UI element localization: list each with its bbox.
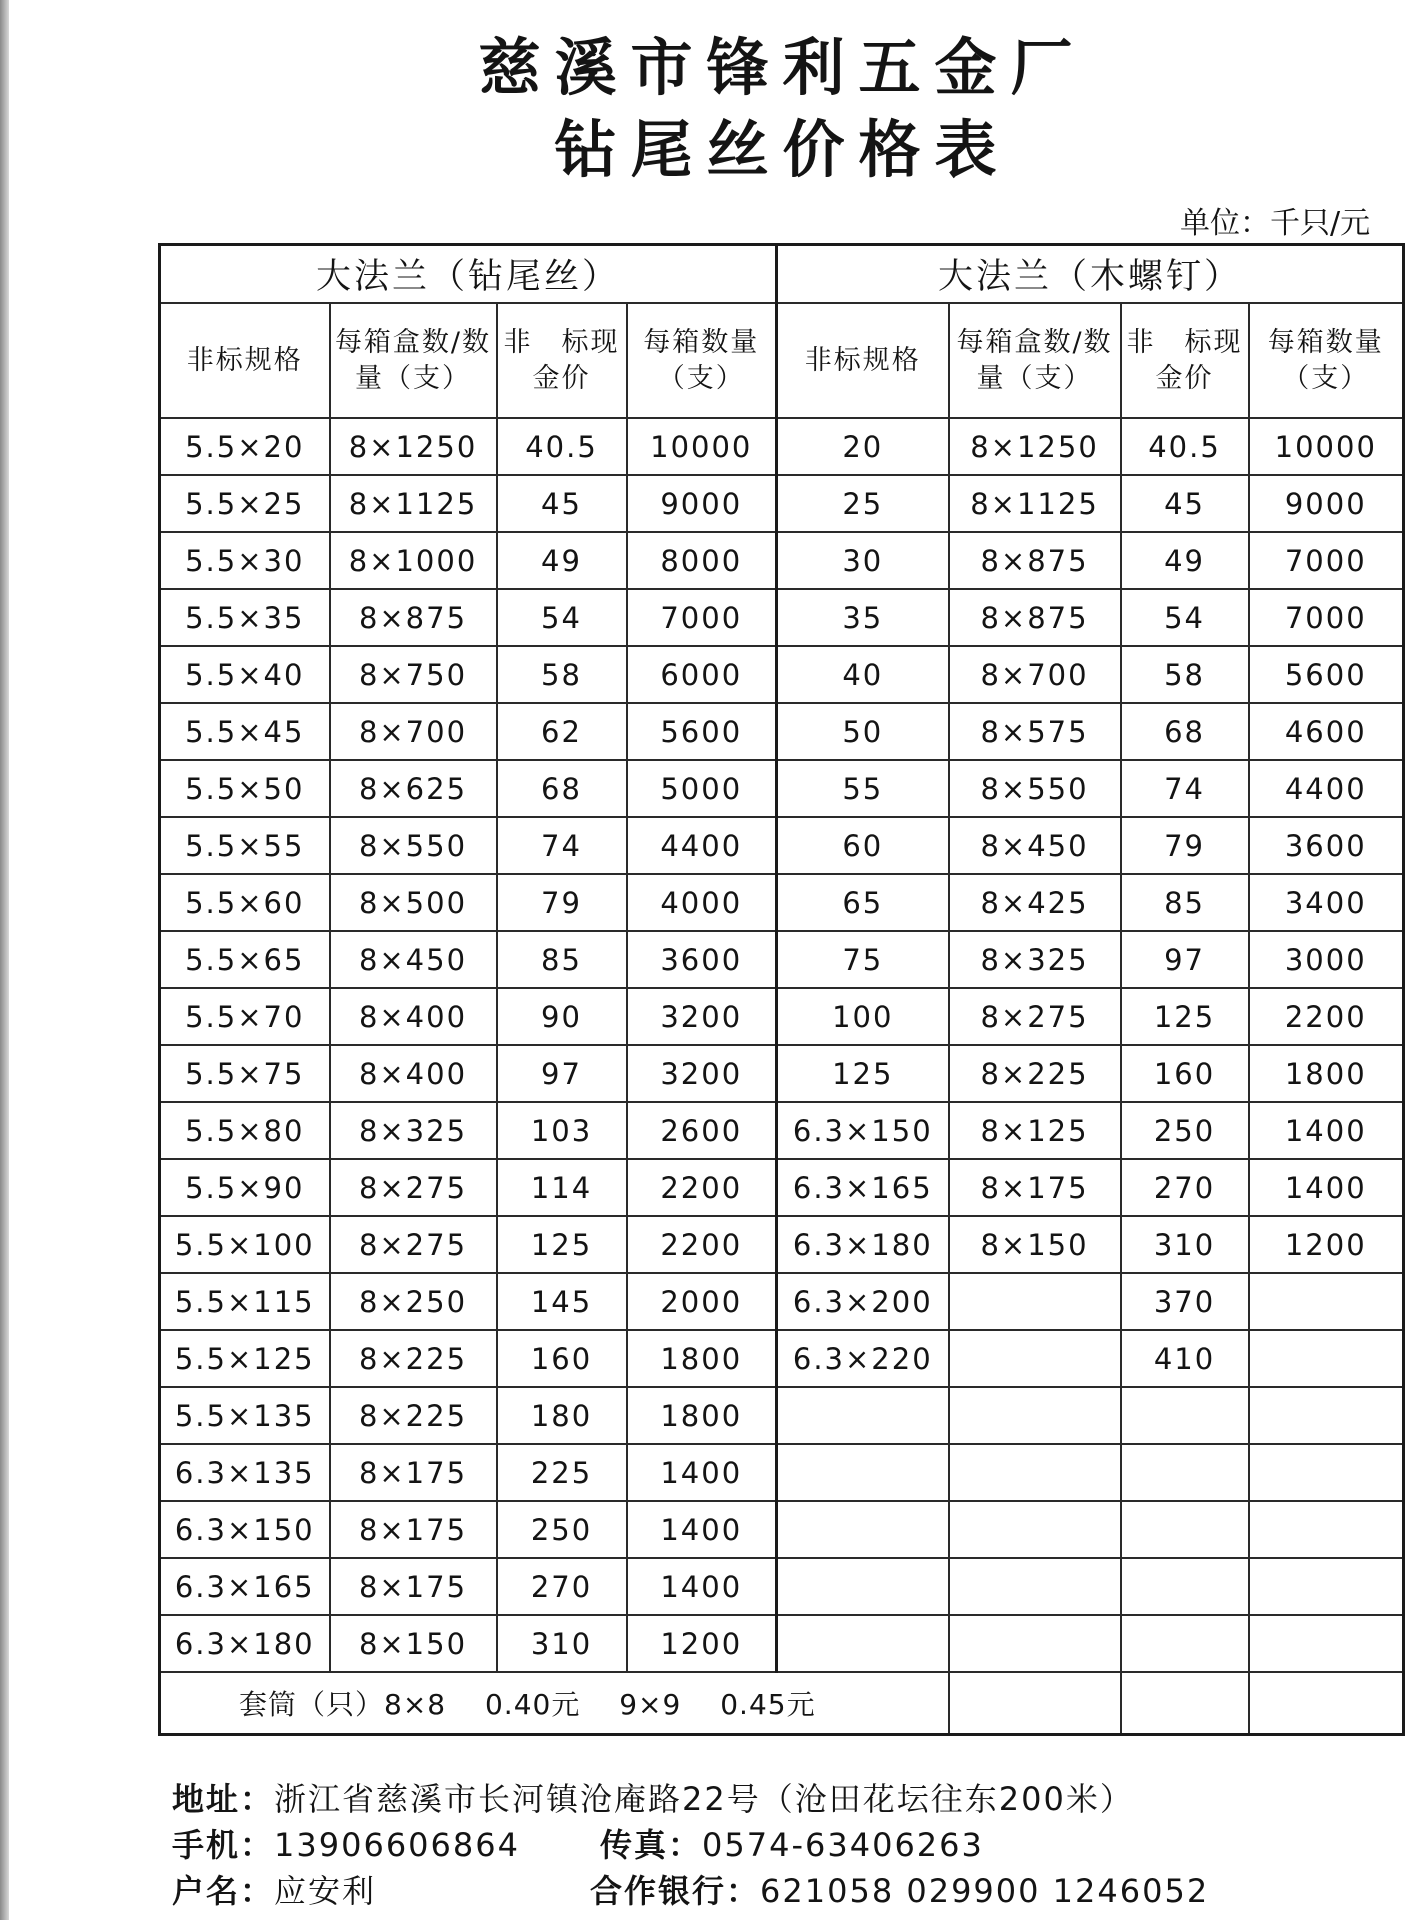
table-cell: 5600: [627, 703, 777, 760]
table-cell: 103: [497, 1102, 627, 1159]
bank-label: 合作银行：: [590, 1872, 761, 1910]
table-row: [160, 1330, 1404, 1387]
table-cell: [1121, 1444, 1249, 1501]
table-cell: [949, 1615, 1121, 1672]
table-cell: 8×325: [949, 931, 1121, 988]
table-cell: 160: [497, 1330, 627, 1387]
table-row: [160, 1558, 1404, 1615]
table-cell: 60: [777, 817, 949, 874]
table-cell: [1121, 1615, 1249, 1672]
table-cell: 79: [1121, 817, 1249, 874]
table-cell: 68: [497, 760, 627, 817]
table-cell: 9000: [1249, 475, 1404, 532]
table-cell: 10000: [627, 418, 777, 475]
table-cell: 85: [1121, 874, 1249, 931]
table-cell: 5.5×90: [160, 1159, 330, 1216]
table-row: [160, 1387, 1404, 1444]
table-cell: 8×1000: [330, 532, 497, 589]
table-cell: 8×575: [949, 703, 1121, 760]
col-header-spec: 非标规格: [777, 303, 949, 418]
table-cell: 45: [1121, 475, 1249, 532]
table-cell: 125: [1121, 988, 1249, 1045]
table-cell: 68: [1121, 703, 1249, 760]
table-cell: 8×875: [949, 589, 1121, 646]
table-cell: 1400: [1249, 1102, 1404, 1159]
table-cell: 3200: [627, 988, 777, 1045]
table-cell: 8×150: [949, 1216, 1121, 1273]
table-row: [160, 1444, 1404, 1501]
table-cell: [949, 1501, 1121, 1558]
table-cell: [777, 1444, 949, 1501]
table-cell: 3600: [627, 931, 777, 988]
table-cell: 8×875: [949, 532, 1121, 589]
table-cell: [777, 1501, 949, 1558]
account-line: [172, 1866, 376, 1912]
table-row: [160, 703, 1404, 760]
fax-label: 传真：: [600, 1826, 703, 1864]
table-cell: 2000: [627, 1273, 777, 1330]
table-cell: 8×1250: [330, 418, 497, 475]
table-cell: 6.3×180: [160, 1615, 330, 1672]
table-cell: 75: [777, 931, 949, 988]
table-cell: 270: [1121, 1159, 1249, 1216]
price-table: [158, 243, 1405, 1736]
table-cell: 5.5×30: [160, 532, 330, 589]
table-cell: 8×275: [330, 1159, 497, 1216]
table-cell: 62: [497, 703, 627, 760]
table-cell: 180: [497, 1387, 627, 1444]
table-cell: 5.5×70: [160, 988, 330, 1045]
table-cell: 50: [777, 703, 949, 760]
table-cell: [949, 1558, 1121, 1615]
table-cell: 97: [1121, 931, 1249, 988]
table-cell: 8×750: [330, 646, 497, 703]
table-cell: 8×400: [330, 1045, 497, 1102]
col-header-cash-price: 非 标现金价: [497, 303, 627, 418]
table-cell: 40.5: [1121, 418, 1249, 475]
table-cell: 8×700: [949, 646, 1121, 703]
table-cell: 8×225: [949, 1045, 1121, 1102]
table-cell: [1249, 1387, 1404, 1444]
table-cell: [1121, 1558, 1249, 1615]
table-cell: 54: [497, 589, 627, 646]
table-cell: 40: [777, 646, 949, 703]
table-cell: 1400: [627, 1558, 777, 1615]
table-cell: 6.3×150: [160, 1501, 330, 1558]
table-cell: 6.3×135: [160, 1444, 330, 1501]
table-cell: [1249, 1558, 1404, 1615]
table-cell: 2600: [627, 1102, 777, 1159]
table-cell: [949, 1273, 1121, 1330]
table-cell: 3400: [1249, 874, 1404, 931]
table-cell: 1800: [627, 1330, 777, 1387]
table-cell: 8×225: [330, 1330, 497, 1387]
table-cell: 2200: [627, 1216, 777, 1273]
table-cell: 100: [777, 988, 949, 1045]
document-title: 钻尾丝价格表: [554, 113, 1011, 186]
table-cell: 410: [1121, 1330, 1249, 1387]
table-cell: [1249, 1330, 1404, 1387]
table-cell: 310: [1121, 1216, 1249, 1273]
table-row: [160, 589, 1404, 646]
table-cell: 5.5×115: [160, 1273, 330, 1330]
table-cell: 9000: [627, 475, 777, 532]
table-row: [160, 1216, 1404, 1273]
scan-left-edge: [0, 0, 9, 1920]
table-cell: 8×325: [330, 1102, 497, 1159]
table-cell: 40.5: [497, 418, 627, 475]
table-cell: 270: [497, 1558, 627, 1615]
socket-price-note: 套筒（只）8×8 0.40元 9×9 0.45元: [160, 1672, 949, 1735]
table-cell: 58: [497, 646, 627, 703]
table-cell: [949, 1330, 1121, 1387]
table-cell: 8×400: [330, 988, 497, 1045]
address-label: 地址：: [172, 1780, 275, 1818]
table-cell: 8×125: [949, 1102, 1121, 1159]
table-cell: [1249, 1273, 1404, 1330]
table-cell: 5.5×75: [160, 1045, 330, 1102]
table-cell: 5.5×40: [160, 646, 330, 703]
table-cell: 2200: [1249, 988, 1404, 1045]
col-header-spec: 非标规格: [160, 303, 330, 418]
table-cell: 8×550: [330, 817, 497, 874]
table-cell: [1121, 1387, 1249, 1444]
group-header-drill-screw: 大法兰（钻尾丝）: [160, 245, 777, 304]
table-cell: 225: [497, 1444, 627, 1501]
table-cell: 8×275: [949, 988, 1121, 1045]
table-cell: [1121, 1672, 1249, 1735]
table-cell: 5.5×135: [160, 1387, 330, 1444]
table-row: [160, 931, 1404, 988]
table-cell: 54: [1121, 589, 1249, 646]
col-header-box-qty: 每箱盒数/数量（支）: [949, 303, 1121, 418]
table-cell: 5.5×20: [160, 418, 330, 475]
table-cell: 145: [497, 1273, 627, 1330]
table-cell: 4600: [1249, 703, 1404, 760]
address-line: [172, 1774, 1134, 1820]
table-row: [160, 1102, 1404, 1159]
table-cell: 4000: [627, 874, 777, 931]
table-cell: 8×175: [330, 1501, 497, 1558]
footer-row: [160, 1672, 1404, 1735]
table-cell: 8×250: [330, 1273, 497, 1330]
table-row: [160, 1045, 1404, 1102]
table-row: [160, 418, 1404, 475]
table-cell: 90: [497, 988, 627, 1045]
table-cell: 65: [777, 874, 949, 931]
table-cell: 7000: [1249, 532, 1404, 589]
table-row: [160, 475, 1404, 532]
company-title: 慈溪市锋利五金厂: [478, 31, 1087, 104]
account-value: 应安利: [274, 1872, 377, 1910]
table-cell: 10000: [1249, 418, 1404, 475]
table-cell: 5.5×35: [160, 589, 330, 646]
table-cell: 58: [1121, 646, 1249, 703]
mobile-value: 13906606864: [274, 1826, 520, 1864]
table-cell: 6000: [627, 646, 777, 703]
table-cell: 4400: [1249, 760, 1404, 817]
phone-line: [172, 1820, 520, 1866]
table-cell: [1121, 1501, 1249, 1558]
table-cell: 370: [1121, 1273, 1249, 1330]
table-row: [160, 988, 1404, 1045]
table-cell: 250: [497, 1501, 627, 1558]
table-cell: 160: [1121, 1045, 1249, 1102]
table-cell: 125: [777, 1045, 949, 1102]
table-cell: 1200: [1249, 1216, 1404, 1273]
table-cell: 5.5×80: [160, 1102, 330, 1159]
table-cell: 8×175: [330, 1558, 497, 1615]
unit-note: 单位：千只/元: [1180, 206, 1371, 241]
table-cell: 35: [777, 589, 949, 646]
col-header-case-qty: 每箱数量（支）: [627, 303, 777, 418]
table-cell: 74: [497, 817, 627, 874]
table-cell: 3200: [627, 1045, 777, 1102]
table-cell: 7000: [627, 589, 777, 646]
table-cell: 5.5×100: [160, 1216, 330, 1273]
table-cell: 5.5×45: [160, 703, 330, 760]
table-cell: 79: [497, 874, 627, 931]
table-cell: 8×1250: [949, 418, 1121, 475]
col-header-cash-price: 非 标现金价: [1121, 303, 1249, 418]
table-cell: [949, 1387, 1121, 1444]
table-cell: 6.3×150: [777, 1102, 949, 1159]
table-cell: 3000: [1249, 931, 1404, 988]
table-cell: [949, 1672, 1121, 1735]
table-cell: 114: [497, 1159, 627, 1216]
table-cell: 5600: [1249, 646, 1404, 703]
table-cell: 8×500: [330, 874, 497, 931]
table-row: [160, 1501, 1404, 1558]
table-cell: 6.3×165: [160, 1558, 330, 1615]
table-cell: 6.3×200: [777, 1273, 949, 1330]
table-cell: 5000: [627, 760, 777, 817]
table-cell: 5.5×55: [160, 817, 330, 874]
fax-value: 0574-63406263: [702, 1826, 984, 1864]
table-cell: 8×550: [949, 760, 1121, 817]
table-cell: 74: [1121, 760, 1249, 817]
table-cell: 1400: [1249, 1159, 1404, 1216]
table-cell: 8000: [627, 532, 777, 589]
table-cell: 55: [777, 760, 949, 817]
table-cell: [1249, 1444, 1404, 1501]
col-header-box-qty: 每箱盒数/数量（支）: [330, 303, 497, 418]
table-cell: [777, 1387, 949, 1444]
table-cell: 8×175: [949, 1159, 1121, 1216]
table-cell: 1400: [627, 1501, 777, 1558]
table-cell: 8×875: [330, 589, 497, 646]
table-cell: 1800: [1249, 1045, 1404, 1102]
group-header-wood-screw: 大法兰（木螺钉）: [777, 245, 1404, 304]
table-cell: 5.5×65: [160, 931, 330, 988]
table-cell: 25: [777, 475, 949, 532]
table-cell: 8×450: [330, 931, 497, 988]
col-header-case-qty: 每箱数量（支）: [1249, 303, 1404, 418]
table-cell: 49: [497, 532, 627, 589]
fax-line: [600, 1820, 984, 1866]
table-row: [160, 874, 1404, 931]
table-cell: 8×175: [330, 1444, 497, 1501]
table-cell: 5.5×125: [160, 1330, 330, 1387]
table-cell: 4400: [627, 817, 777, 874]
table-cell: 5.5×50: [160, 760, 330, 817]
table-cell: 6.3×165: [777, 1159, 949, 1216]
table-cell: 8×625: [330, 760, 497, 817]
table-cell: 6.3×180: [777, 1216, 949, 1273]
bank-value: 621058 029900 1246052: [760, 1872, 1210, 1910]
mobile-label: 手机：: [172, 1826, 275, 1864]
table-cell: 2200: [627, 1159, 777, 1216]
bank-line: [590, 1866, 1209, 1912]
table-cell: 8×425: [949, 874, 1121, 931]
table-cell: 45: [497, 475, 627, 532]
table-cell: 49: [1121, 532, 1249, 589]
table-cell: 3600: [1249, 817, 1404, 874]
account-label: 户名：: [172, 1872, 275, 1910]
table-cell: 30: [777, 532, 949, 589]
table-cell: 6.3×220: [777, 1330, 949, 1387]
table-row: [160, 646, 1404, 703]
table-cell: 97: [497, 1045, 627, 1102]
table-row: [160, 760, 1404, 817]
table-row: [160, 1159, 1404, 1216]
table-cell: 1200: [627, 1615, 777, 1672]
table-cell: [949, 1444, 1121, 1501]
table-row: [160, 532, 1404, 589]
table-cell: 8×150: [330, 1615, 497, 1672]
table-cell: [1249, 1615, 1404, 1672]
table-cell: 8×225: [330, 1387, 497, 1444]
table-cell: 1800: [627, 1387, 777, 1444]
table-cell: 8×275: [330, 1216, 497, 1273]
table-cell: 250: [1121, 1102, 1249, 1159]
table-cell: [777, 1558, 949, 1615]
table-cell: 5.5×25: [160, 475, 330, 532]
address-value: 浙江省慈溪市长河镇沧庵路22号（沧田花坛往东200米）: [274, 1780, 1134, 1818]
table-cell: 20: [777, 418, 949, 475]
table-row: [160, 1273, 1404, 1330]
table-cell: [1249, 1501, 1404, 1558]
table-cell: [1249, 1672, 1404, 1735]
table-cell: 8×700: [330, 703, 497, 760]
table-cell: 7000: [1249, 589, 1404, 646]
table-cell: [777, 1615, 949, 1672]
table-cell: 1400: [627, 1444, 777, 1501]
table-cell: 8×450: [949, 817, 1121, 874]
table-cell: 8×1125: [949, 475, 1121, 532]
table-row: [160, 1615, 1404, 1672]
table-cell: 85: [497, 931, 627, 988]
table-row: [160, 817, 1404, 874]
table-cell: 310: [497, 1615, 627, 1672]
table-cell: 5.5×60: [160, 874, 330, 931]
table-cell: 8×1125: [330, 475, 497, 532]
table-cell: 125: [497, 1216, 627, 1273]
